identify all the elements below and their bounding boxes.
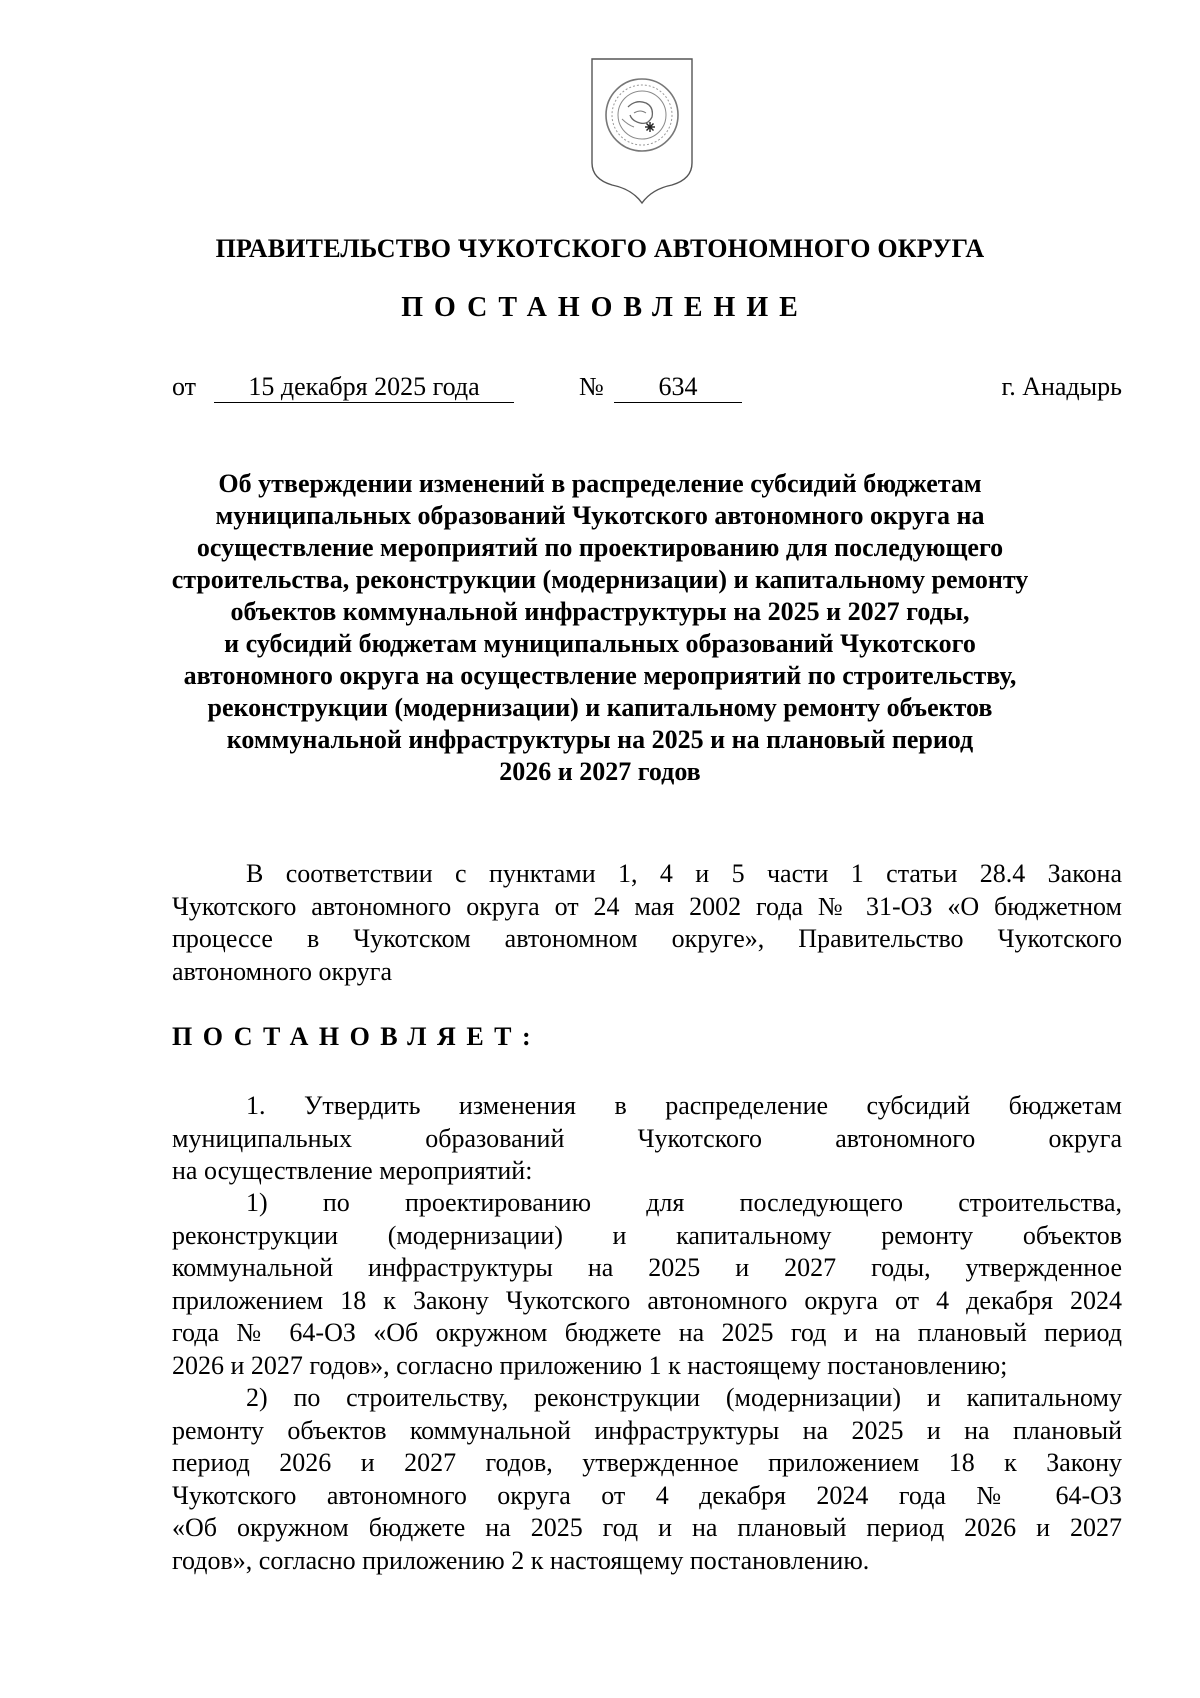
paragraph-line: реконструкции (модернизации) и капитальному ремонту объектов [172, 1220, 1122, 1250]
paragraph-line: 1. Утвердить изменения в распределение субсидий бюджетам [246, 1091, 1122, 1120]
subject-line: автономного округа на осуществление мероприятий по строительству, [183, 661, 1017, 690]
paragraph-line: В соответствии с пунктами 1, 4 и 5 части 1 статьи 28.4 Закона [246, 859, 1122, 888]
paragraph-line: на осуществление мероприятий: [172, 1156, 533, 1185]
paragraph-line: 2) по строительству, реконструкции (модернизации) и капитальному [246, 1383, 1122, 1412]
paragraph-line: Чукотского автономного округа от 4 декабря 2024 года № 64-ОЗ [172, 1480, 1122, 1510]
subitem-1-paragraph [172, 1187, 1122, 1382]
paragraph-line: автономного округа [172, 956, 392, 986]
paragraph-line: процессе в Чукотском автономном округе», Правительство Чукотского [172, 924, 1122, 953]
paragraph-line: период 2026 и 2027 годов, утвержденное приложением 18 к Закону [172, 1448, 1122, 1477]
date-prefix: от [172, 372, 197, 401]
document-date: 15 декабря 2025 года [214, 372, 514, 403]
subject-line: коммунальной инфраструктуры на 2025 и на плановый период [226, 725, 974, 754]
subject-line: и субсидий бюджетам муниципальных образований Чукотского [224, 629, 976, 658]
number-sign: № [579, 372, 604, 401]
subject-line: муниципальных образований Чукотского автономного округа на [215, 501, 985, 530]
government-title: ПРАВИТЕЛЬСТВО ЧУКОТСКОГО АВТОНОМНОГО ОКРУГА [215, 234, 985, 263]
paragraph-line: муниципальных образований Чукотского автономного округа [172, 1123, 1122, 1153]
coat-of-arms-emblem [588, 55, 696, 205]
paragraph-line: 1) по проектированию для последующего строительства, [246, 1188, 1122, 1217]
subject-line: Об утверждении изменений в распределение субсидий бюджетам [218, 469, 982, 498]
subject-line: реконструкции (модернизации) и капитальному ремонту объектов [207, 693, 993, 722]
subject-line: объектов коммунальной инфраструктуры на 2025 и 2027 годы, [230, 597, 970, 626]
subject-line: 2026 и 2027 годов [499, 757, 701, 786]
paragraph-line: ремонту объектов коммунальной инфраструктуры на 2025 и на плановый [172, 1415, 1122, 1445]
paragraph-line: 2026 и 2027 годов», согласно приложению 1 к настоящему постановлению; [172, 1350, 1008, 1380]
paragraph-line: приложением 18 к Закону Чукотского автономного округа от 4 декабря 2024 [172, 1285, 1122, 1315]
item-1-paragraph [172, 1090, 1122, 1188]
subitem-2-paragraph [172, 1382, 1122, 1577]
paragraph-line: «Об окружном бюджете на 2025 год и на плановый период 2026 и 2027 [172, 1513, 1122, 1542]
paragraph-line: коммунальной инфраструктуры на 2025 и 2027 годы, утвержденное [172, 1253, 1122, 1282]
paragraph-line: годов», согласно приложению 2 к настоящему постановлению. [172, 1545, 870, 1575]
document-type-heading: ПОСТАНОВЛЕНИЕ [401, 292, 809, 323]
document-subject [120, 468, 1080, 788]
document-number: 634 [614, 372, 742, 403]
city-name: г. Анадырь [1001, 372, 1122, 401]
decree-word: ПОСТАНОВЛЯЕТ: [172, 1022, 542, 1051]
preamble-paragraph [172, 858, 1122, 988]
subject-line: строительства, реконструкции (модернизации) и капитальному ремонту [171, 565, 1029, 594]
subject-line: осуществление мероприятий по проектированию для последующего [196, 533, 1004, 562]
paragraph-line: Чукотского автономного округа от 24 мая 2002 года № 31-ОЗ «О бюджетном [172, 891, 1122, 921]
paragraph-line: года № 64-ОЗ «Об окружном бюджете на 2025 год и на плановый период [172, 1318, 1122, 1347]
